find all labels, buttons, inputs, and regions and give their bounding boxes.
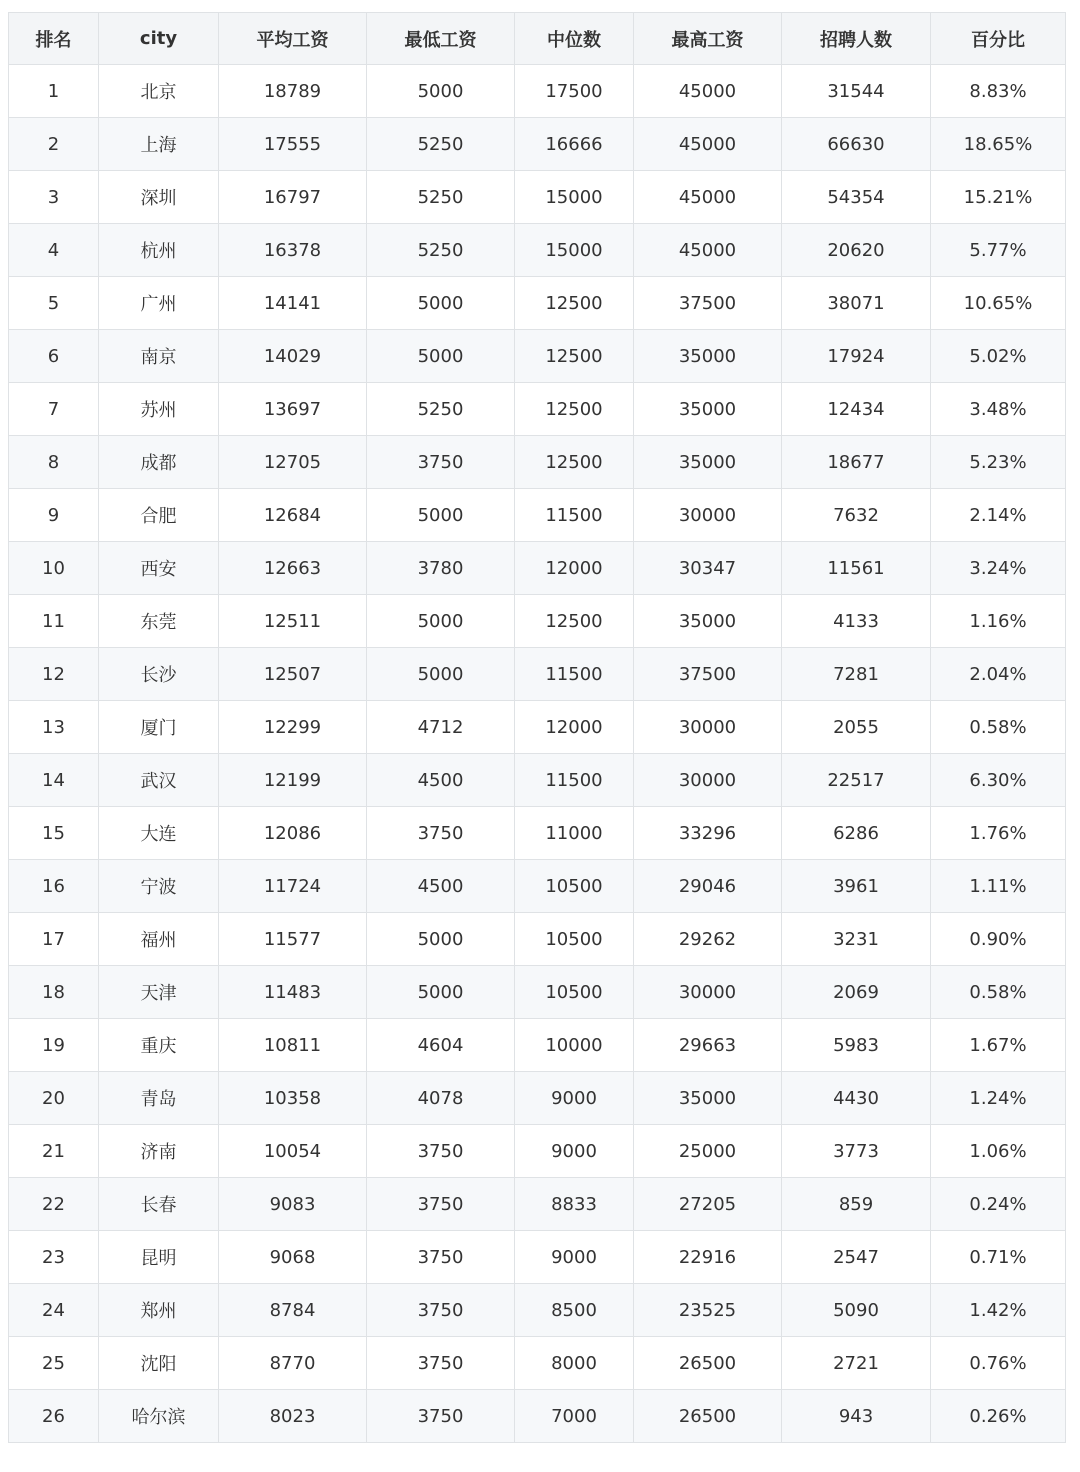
cell-rank: 17 <box>9 913 99 966</box>
cell-hires: 2055 <box>782 701 931 754</box>
cell-rank: 8 <box>9 436 99 489</box>
cell-hires: 3961 <box>782 860 931 913</box>
cell-rank: 21 <box>9 1125 99 1178</box>
cell-percent: 6.30% <box>931 754 1066 807</box>
cell-avg-salary: 12684 <box>219 489 367 542</box>
cell-median: 9000 <box>515 1125 634 1178</box>
cell-min-salary: 4500 <box>367 754 515 807</box>
cell-city: 郑州 <box>99 1284 219 1337</box>
header-city: city <box>99 13 219 65</box>
table-row <box>9 1284 1066 1337</box>
cell-percent: 0.90% <box>931 913 1066 966</box>
cell-city: 成都 <box>99 436 219 489</box>
cell-hires: 943 <box>782 1390 931 1443</box>
table-row <box>9 436 1066 489</box>
cell-percent: 1.67% <box>931 1019 1066 1072</box>
cell-hires: 5090 <box>782 1284 931 1337</box>
cell-city: 上海 <box>99 118 219 171</box>
cell-percent: 0.26% <box>931 1390 1066 1443</box>
cell-percent: 0.58% <box>931 701 1066 754</box>
cell-max-salary: 22916 <box>634 1231 782 1284</box>
cell-max-salary: 35000 <box>634 436 782 489</box>
table-body <box>9 65 1066 1443</box>
cell-min-salary: 5000 <box>367 65 515 118</box>
cell-rank: 5 <box>9 277 99 330</box>
cell-min-salary: 5250 <box>367 118 515 171</box>
cell-city: 重庆 <box>99 1019 219 1072</box>
table-row <box>9 542 1066 595</box>
cell-max-salary: 30000 <box>634 489 782 542</box>
cell-min-salary: 5250 <box>367 224 515 277</box>
cell-hires: 859 <box>782 1178 931 1231</box>
cell-min-salary: 4078 <box>367 1072 515 1125</box>
cell-median: 11500 <box>515 754 634 807</box>
cell-city: 天津 <box>99 966 219 1019</box>
cell-median: 10500 <box>515 860 634 913</box>
cell-percent: 5.02% <box>931 330 1066 383</box>
cell-city: 厦门 <box>99 701 219 754</box>
cell-median: 8000 <box>515 1337 634 1390</box>
cell-max-salary: 30000 <box>634 701 782 754</box>
cell-rank: 10 <box>9 542 99 595</box>
cell-min-salary: 5000 <box>367 648 515 701</box>
header-rank: 排名 <box>9 13 99 65</box>
cell-avg-salary: 10358 <box>219 1072 367 1125</box>
header-min-salary: 最低工资 <box>367 13 515 65</box>
cell-rank: 4 <box>9 224 99 277</box>
cell-avg-salary: 10054 <box>219 1125 367 1178</box>
header-percent: 百分比 <box>931 13 1066 65</box>
table-row <box>9 1125 1066 1178</box>
cell-median: 17500 <box>515 65 634 118</box>
table-row <box>9 1019 1066 1072</box>
cell-min-salary: 3750 <box>367 807 515 860</box>
cell-avg-salary: 11483 <box>219 966 367 1019</box>
cell-hires: 3231 <box>782 913 931 966</box>
cell-percent: 5.23% <box>931 436 1066 489</box>
cell-avg-salary: 12299 <box>219 701 367 754</box>
cell-hires: 3773 <box>782 1125 931 1178</box>
cell-median: 12500 <box>515 595 634 648</box>
cell-median: 12000 <box>515 701 634 754</box>
table-row <box>9 171 1066 224</box>
cell-min-salary: 5000 <box>367 277 515 330</box>
cell-percent: 1.06% <box>931 1125 1066 1178</box>
cell-median: 15000 <box>515 224 634 277</box>
cell-max-salary: 37500 <box>634 277 782 330</box>
cell-min-salary: 3750 <box>367 1231 515 1284</box>
cell-median: 12500 <box>515 383 634 436</box>
cell-min-salary: 3750 <box>367 1390 515 1443</box>
cell-city: 南京 <box>99 330 219 383</box>
cell-rank: 1 <box>9 65 99 118</box>
cell-hires: 11561 <box>782 542 931 595</box>
cell-min-salary: 3780 <box>367 542 515 595</box>
cell-median: 12500 <box>515 277 634 330</box>
cell-rank: 14 <box>9 754 99 807</box>
cell-rank: 18 <box>9 966 99 1019</box>
table-row <box>9 330 1066 383</box>
cell-max-salary: 35000 <box>634 383 782 436</box>
table-row <box>9 489 1066 542</box>
cell-avg-salary: 10811 <box>219 1019 367 1072</box>
cell-max-salary: 33296 <box>634 807 782 860</box>
cell-median: 12000 <box>515 542 634 595</box>
cell-max-salary: 30000 <box>634 966 782 1019</box>
cell-percent: 3.48% <box>931 383 1066 436</box>
cell-rank: 23 <box>9 1231 99 1284</box>
cell-percent: 2.04% <box>931 648 1066 701</box>
cell-hires: 31544 <box>782 65 931 118</box>
salary-table <box>8 12 1066 1443</box>
cell-city: 青岛 <box>99 1072 219 1125</box>
cell-max-salary: 29663 <box>634 1019 782 1072</box>
cell-city: 昆明 <box>99 1231 219 1284</box>
cell-rank: 22 <box>9 1178 99 1231</box>
table-row <box>9 277 1066 330</box>
cell-percent: 2.14% <box>931 489 1066 542</box>
cell-hires: 7632 <box>782 489 931 542</box>
cell-min-salary: 5250 <box>367 383 515 436</box>
table-row <box>9 118 1066 171</box>
cell-median: 8833 <box>515 1178 634 1231</box>
cell-avg-salary: 9068 <box>219 1231 367 1284</box>
cell-avg-salary: 14029 <box>219 330 367 383</box>
header-max-salary: 最高工资 <box>634 13 782 65</box>
cell-hires: 5983 <box>782 1019 931 1072</box>
table-row <box>9 1337 1066 1390</box>
cell-avg-salary: 12511 <box>219 595 367 648</box>
table-row <box>9 1390 1066 1443</box>
cell-avg-salary: 12086 <box>219 807 367 860</box>
cell-max-salary: 45000 <box>634 118 782 171</box>
header-median: 中位数 <box>515 13 634 65</box>
cell-hires: 17924 <box>782 330 931 383</box>
cell-avg-salary: 14141 <box>219 277 367 330</box>
cell-rank: 15 <box>9 807 99 860</box>
cell-rank: 19 <box>9 1019 99 1072</box>
cell-max-salary: 26500 <box>634 1390 782 1443</box>
cell-min-salary: 3750 <box>367 1125 515 1178</box>
cell-avg-salary: 12199 <box>219 754 367 807</box>
cell-max-salary: 29046 <box>634 860 782 913</box>
cell-median: 11500 <box>515 489 634 542</box>
cell-city: 深圳 <box>99 171 219 224</box>
cell-rank: 6 <box>9 330 99 383</box>
cell-avg-salary: 17555 <box>219 118 367 171</box>
cell-min-salary: 4604 <box>367 1019 515 1072</box>
cell-median: 9000 <box>515 1072 634 1125</box>
cell-hires: 2069 <box>782 966 931 1019</box>
cell-rank: 25 <box>9 1337 99 1390</box>
cell-rank: 11 <box>9 595 99 648</box>
cell-min-salary: 3750 <box>367 1337 515 1390</box>
table-row <box>9 224 1066 277</box>
cell-median: 10500 <box>515 913 634 966</box>
cell-rank: 3 <box>9 171 99 224</box>
table-row <box>9 648 1066 701</box>
cell-hires: 18677 <box>782 436 931 489</box>
cell-hires: 7281 <box>782 648 931 701</box>
cell-max-salary: 23525 <box>634 1284 782 1337</box>
cell-max-salary: 35000 <box>634 595 782 648</box>
cell-median: 16666 <box>515 118 634 171</box>
cell-hires: 6286 <box>782 807 931 860</box>
cell-median: 15000 <box>515 171 634 224</box>
cell-percent: 18.65% <box>931 118 1066 171</box>
cell-max-salary: 30347 <box>634 542 782 595</box>
cell-avg-salary: 12705 <box>219 436 367 489</box>
cell-min-salary: 5000 <box>367 966 515 1019</box>
table-row <box>9 860 1066 913</box>
cell-percent: 1.76% <box>931 807 1066 860</box>
cell-rank: 2 <box>9 118 99 171</box>
cell-hires: 4430 <box>782 1072 931 1125</box>
table-row <box>9 383 1066 436</box>
cell-hires: 4133 <box>782 595 931 648</box>
cell-hires: 38071 <box>782 277 931 330</box>
table-row <box>9 595 1066 648</box>
cell-city: 济南 <box>99 1125 219 1178</box>
cell-percent: 1.24% <box>931 1072 1066 1125</box>
cell-city: 广州 <box>99 277 219 330</box>
table-row <box>9 65 1066 118</box>
cell-rank: 24 <box>9 1284 99 1337</box>
cell-median: 11000 <box>515 807 634 860</box>
cell-city: 东莞 <box>99 595 219 648</box>
cell-percent: 8.83% <box>931 65 1066 118</box>
cell-city: 哈尔滨 <box>99 1390 219 1443</box>
cell-max-salary: 35000 <box>634 330 782 383</box>
cell-avg-salary: 16378 <box>219 224 367 277</box>
cell-max-salary: 45000 <box>634 224 782 277</box>
cell-max-salary: 37500 <box>634 648 782 701</box>
cell-avg-salary: 11577 <box>219 913 367 966</box>
cell-max-salary: 27205 <box>634 1178 782 1231</box>
cell-avg-salary: 12507 <box>219 648 367 701</box>
cell-min-salary: 4712 <box>367 701 515 754</box>
cell-hires: 20620 <box>782 224 931 277</box>
cell-median: 12500 <box>515 330 634 383</box>
cell-rank: 7 <box>9 383 99 436</box>
cell-max-salary: 45000 <box>634 65 782 118</box>
cell-hires: 2547 <box>782 1231 931 1284</box>
cell-median: 10000 <box>515 1019 634 1072</box>
cell-min-salary: 5000 <box>367 489 515 542</box>
cell-city: 沈阳 <box>99 1337 219 1390</box>
cell-hires: 22517 <box>782 754 931 807</box>
cell-avg-salary: 8770 <box>219 1337 367 1390</box>
cell-median: 8500 <box>515 1284 634 1337</box>
cell-percent: 10.65% <box>931 277 1066 330</box>
cell-hires: 12434 <box>782 383 931 436</box>
cell-avg-salary: 13697 <box>219 383 367 436</box>
cell-rank: 26 <box>9 1390 99 1443</box>
cell-percent: 1.16% <box>931 595 1066 648</box>
cell-min-salary: 5000 <box>367 913 515 966</box>
header-avg-salary: 平均工资 <box>219 13 367 65</box>
cell-rank: 12 <box>9 648 99 701</box>
cell-avg-salary: 18789 <box>219 65 367 118</box>
cell-min-salary: 3750 <box>367 1178 515 1231</box>
cell-city: 杭州 <box>99 224 219 277</box>
table-row <box>9 807 1066 860</box>
cell-avg-salary: 8023 <box>219 1390 367 1443</box>
cell-min-salary: 5000 <box>367 595 515 648</box>
cell-hires: 2721 <box>782 1337 931 1390</box>
cell-city: 苏州 <box>99 383 219 436</box>
cell-rank: 9 <box>9 489 99 542</box>
header-row <box>9 13 1066 65</box>
cell-min-salary: 3750 <box>367 436 515 489</box>
table-row <box>9 913 1066 966</box>
cell-median: 11500 <box>515 648 634 701</box>
salary-table-container <box>8 12 1065 1443</box>
cell-percent: 0.58% <box>931 966 1066 1019</box>
table-header <box>9 13 1066 65</box>
cell-max-salary: 25000 <box>634 1125 782 1178</box>
cell-city: 合肥 <box>99 489 219 542</box>
table-row <box>9 1178 1066 1231</box>
cell-max-salary: 29262 <box>634 913 782 966</box>
cell-city: 北京 <box>99 65 219 118</box>
cell-percent: 15.21% <box>931 171 1066 224</box>
cell-city: 武汉 <box>99 754 219 807</box>
cell-max-salary: 30000 <box>634 754 782 807</box>
cell-hires: 54354 <box>782 171 931 224</box>
cell-city: 长春 <box>99 1178 219 1231</box>
cell-city: 福州 <box>99 913 219 966</box>
table-row <box>9 1231 1066 1284</box>
cell-percent: 0.24% <box>931 1178 1066 1231</box>
cell-rank: 16 <box>9 860 99 913</box>
cell-city: 长沙 <box>99 648 219 701</box>
cell-min-salary: 3750 <box>367 1284 515 1337</box>
cell-avg-salary: 9083 <box>219 1178 367 1231</box>
cell-median: 9000 <box>515 1231 634 1284</box>
header-hires: 招聘人数 <box>782 13 931 65</box>
cell-rank: 20 <box>9 1072 99 1125</box>
table-row <box>9 701 1066 754</box>
table-row <box>9 1072 1066 1125</box>
cell-avg-salary: 8784 <box>219 1284 367 1337</box>
cell-max-salary: 35000 <box>634 1072 782 1125</box>
table-row <box>9 754 1066 807</box>
cell-median: 10500 <box>515 966 634 1019</box>
cell-avg-salary: 12663 <box>219 542 367 595</box>
cell-median: 12500 <box>515 436 634 489</box>
cell-percent: 0.71% <box>931 1231 1066 1284</box>
cell-avg-salary: 11724 <box>219 860 367 913</box>
cell-city: 大连 <box>99 807 219 860</box>
cell-percent: 1.11% <box>931 860 1066 913</box>
cell-min-salary: 5000 <box>367 330 515 383</box>
cell-percent: 1.42% <box>931 1284 1066 1337</box>
cell-avg-salary: 16797 <box>219 171 367 224</box>
cell-median: 7000 <box>515 1390 634 1443</box>
cell-city: 宁波 <box>99 860 219 913</box>
cell-rank: 13 <box>9 701 99 754</box>
cell-min-salary: 4500 <box>367 860 515 913</box>
cell-city: 西安 <box>99 542 219 595</box>
table-row <box>9 966 1066 1019</box>
cell-percent: 3.24% <box>931 542 1066 595</box>
cell-hires: 66630 <box>782 118 931 171</box>
cell-max-salary: 26500 <box>634 1337 782 1390</box>
cell-percent: 0.76% <box>931 1337 1066 1390</box>
cell-max-salary: 45000 <box>634 171 782 224</box>
cell-min-salary: 5250 <box>367 171 515 224</box>
cell-percent: 5.77% <box>931 224 1066 277</box>
